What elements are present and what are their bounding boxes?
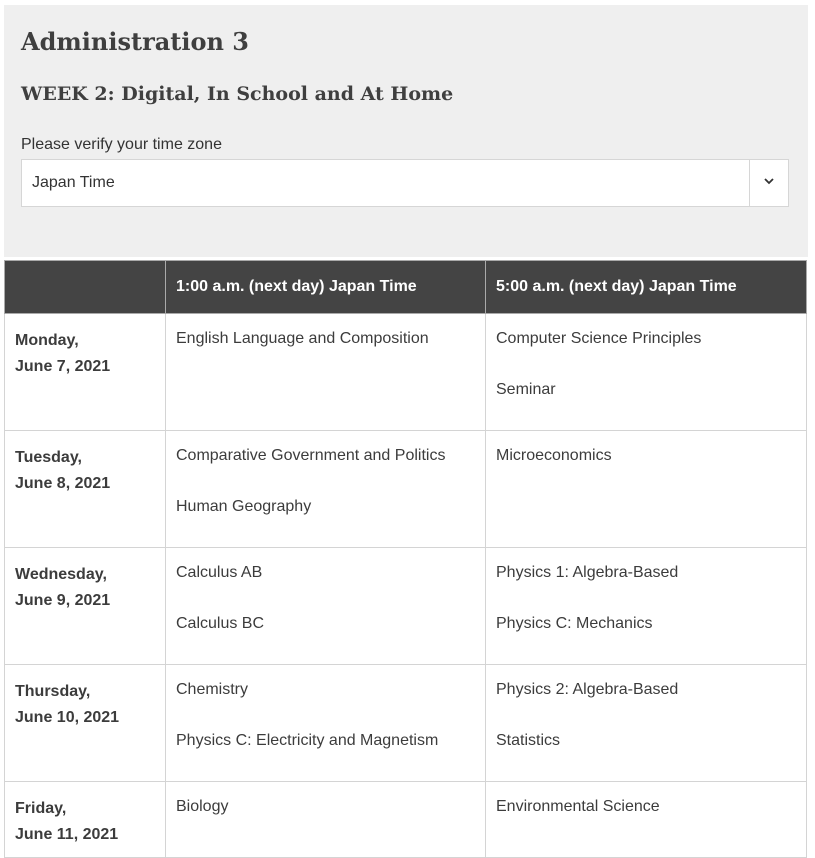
timezone-dropdown-button[interactable] [749,160,788,206]
day-cell [5,782,166,858]
weekday-label: Monday, [15,332,79,349]
day-cell [5,314,166,431]
exam-name: English Language and Composition [176,330,429,347]
exam-schedule-table [4,260,807,858]
exam-name: Human Geography [176,498,312,515]
slot2-cell [486,782,807,858]
column-header-slot1: 1:00 a.m. (next day) Japan Time [166,261,486,314]
exam-name: Physics C: Mechanics [496,615,653,632]
column-header-day [5,261,166,314]
exam-name: Chemistry [176,681,249,698]
slot2-cell [486,431,807,548]
table-row [5,431,807,548]
exam-name: Calculus BC [176,615,265,632]
slot1-cell [166,548,486,665]
date-label: June 7, 2021 [15,358,111,375]
timezone-selected-value: Japan Time [32,174,115,191]
date-label: June 10, 2021 [15,709,120,726]
date-label: June 8, 2021 [15,475,111,492]
timezone-panel [4,5,808,257]
table-row [5,548,807,665]
slot1-cell [166,431,486,548]
exam-name: Comparative Government and Politics [176,447,446,464]
exam-name: Environmental Science [496,798,660,815]
chevron-down-icon [764,177,774,185]
exam-name: Physics C: Electricity and Magnetism [176,732,439,749]
page-title: Administration 3 [21,27,249,56]
slot2-cell [486,314,807,431]
weekday-label: Friday, [15,800,67,817]
timezone-select[interactable] [21,159,789,207]
slot2-cell [486,665,807,782]
exam-name: Biology [176,798,229,815]
exam-name: Statistics [496,732,561,749]
table-row [5,314,807,431]
exam-name: Microeconomics [496,447,612,464]
day-cell [5,431,166,548]
slot1-cell [166,314,486,431]
table-header-row [5,261,807,314]
day-cell [5,665,166,782]
table-row [5,665,807,782]
slot2-cell [486,548,807,665]
exam-name: Physics 1: Algebra-Based [496,564,679,581]
day-cell [5,548,166,665]
exam-name: Physics 2: Algebra-Based [496,681,679,698]
slot1-cell [166,782,486,858]
date-label: June 9, 2021 [15,592,111,609]
weekday-label: Thursday, [15,683,91,700]
date-label: June 11, 2021 [15,826,119,843]
weekday-label: Tuesday, [15,449,82,466]
exam-name: Computer Science Principles [496,330,702,347]
weekday-label: Wednesday, [15,566,107,583]
column-header-slot2: 5:00 a.m. (next day) Japan Time [486,261,807,314]
exam-name: Calculus AB [176,564,263,581]
table-row [5,782,807,858]
slot1-cell [166,665,486,782]
timezone-label: Please verify your time zone [21,136,222,153]
week-subtitle: WEEK 2: Digital, In School and At Home [21,83,454,105]
exam-name: Seminar [496,381,556,398]
